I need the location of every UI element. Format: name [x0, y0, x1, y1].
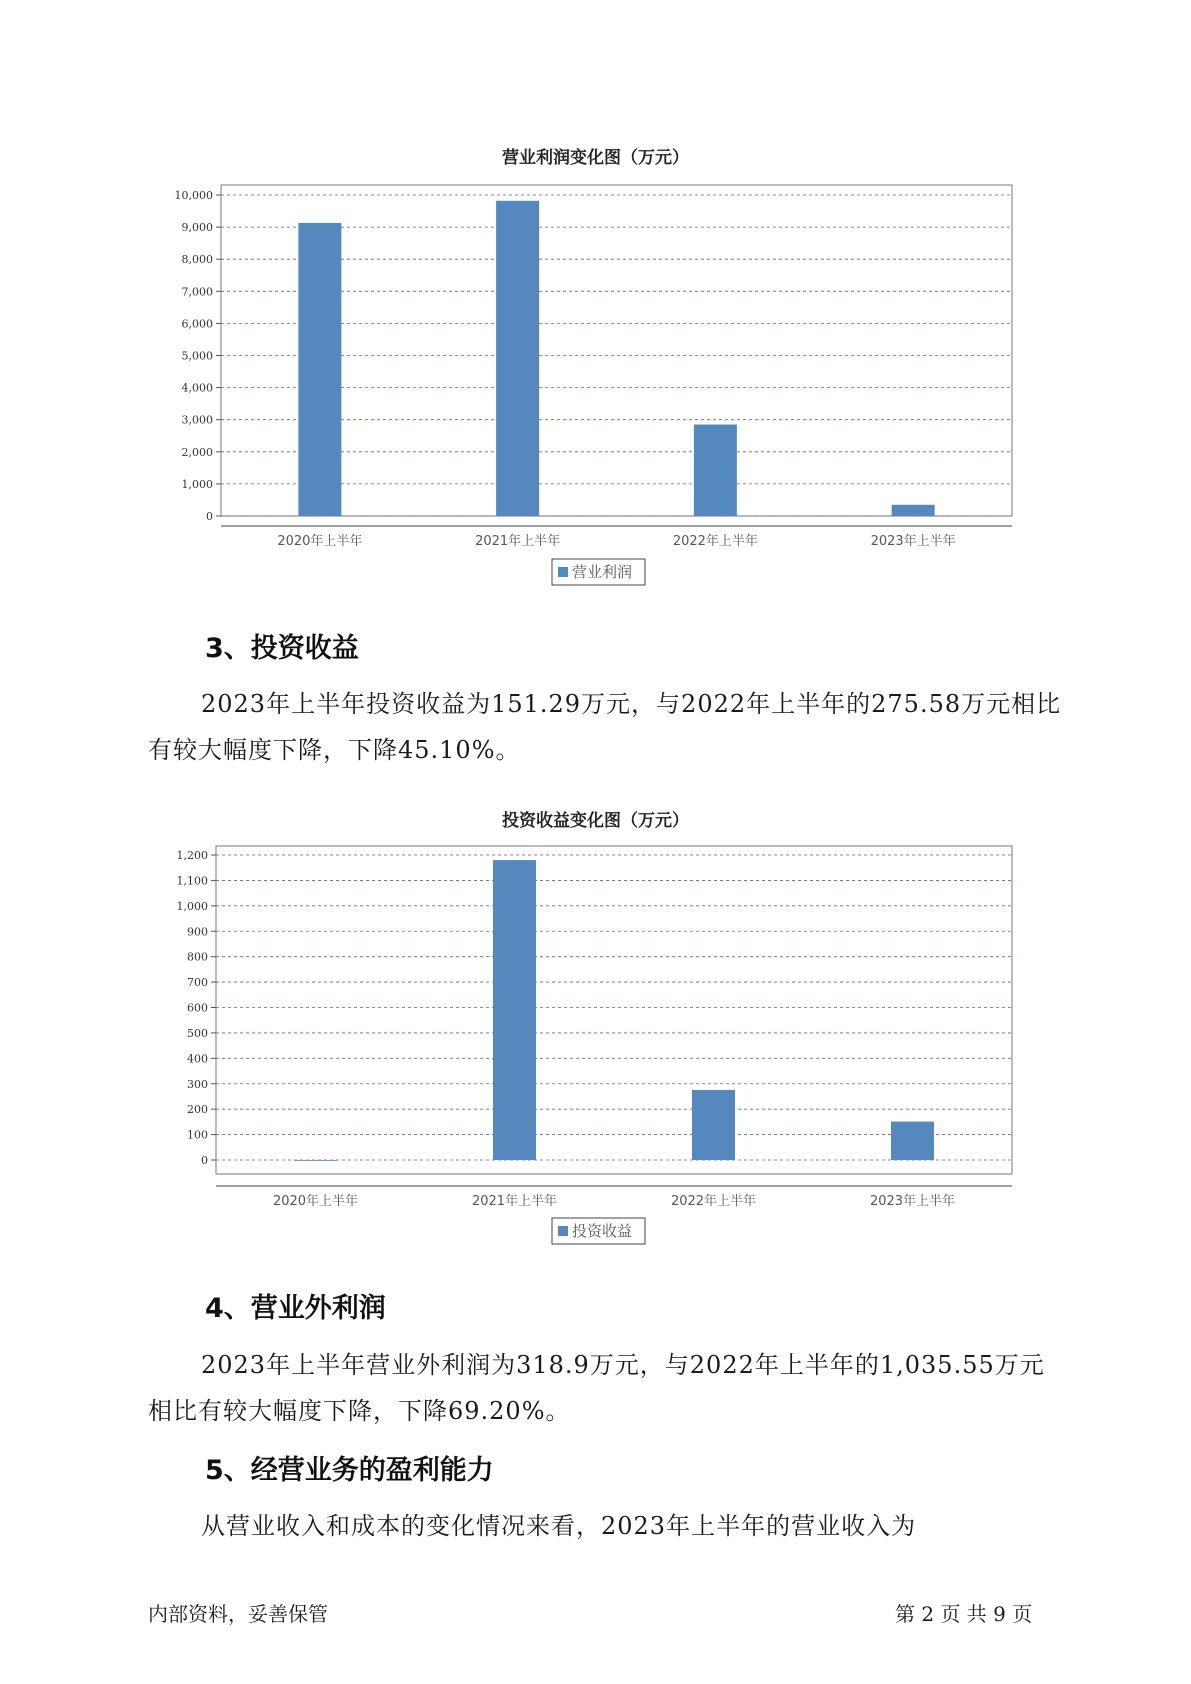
y-tick-label: 100 [187, 1128, 208, 1142]
y-tick-label: 600 [187, 1001, 208, 1015]
x-tick-label: 2023年上半年 [870, 534, 956, 549]
y-tick-label: 3,000 [181, 413, 213, 427]
x-tick-label: 2021年上半年 [471, 1194, 558, 1209]
footer-confidential-note: 内部资料，妥善保管 [148, 1602, 328, 1626]
y-tick-label: 8,000 [181, 253, 213, 267]
bar-2023年上半年 [891, 1122, 934, 1160]
y-tick-label: 10,000 [174, 189, 213, 202]
footer-page-number: 第 2 页 共 9 页 [895, 1602, 1033, 1626]
y-tick-label: 6,000 [181, 317, 213, 331]
y-tick-label: 200 [187, 1103, 208, 1117]
section-4-heading: 4、营业外利润 [205, 1293, 386, 1324]
x-tick-label: 2021年上半年 [475, 534, 561, 549]
y-tick-label: 0 [201, 1154, 208, 1167]
y-tick-label: 300 [187, 1077, 208, 1091]
y-tick-label: 800 [187, 950, 208, 964]
bar-2020年上半年 [294, 1160, 337, 1161]
y-tick-label: 2,000 [181, 445, 213, 459]
x-tick-label: 2022年上半年 [672, 534, 758, 549]
x-tick-label: 2022年上半年 [670, 1194, 757, 1209]
y-tick-label: 1,000 [176, 899, 208, 913]
bar-2022年上半年 [692, 1090, 735, 1160]
section-4-paragraph: 2023年上半年营业外利润为318.9万元，与2022年上半年的1,035.55万元相比有较大幅度下降，下降69.20%。 [148, 1351, 1045, 1425]
x-tick-label: 2020年上半年 [272, 1194, 359, 1209]
y-tick-label: 0 [206, 510, 213, 523]
y-tick-label: 500 [187, 1026, 208, 1040]
y-tick-label: 9,000 [181, 221, 213, 235]
x-tick-label: 2023年上半年 [869, 1194, 956, 1209]
y-tick-label: 400 [187, 1052, 208, 1066]
y-tick-label: 900 [187, 925, 208, 939]
y-tick-label: 7,000 [181, 285, 213, 299]
legend-swatch [558, 1226, 568, 1236]
chart1-title: 营业利润变化图（万元） [502, 148, 689, 168]
section-5-heading: 5、经营业务的盈利能力 [205, 1455, 494, 1486]
y-tick-label: 1,200 [176, 849, 208, 862]
y-tick-label: 5,000 [181, 349, 213, 363]
y-tick-label: 4,000 [181, 381, 213, 395]
bar-2021年上半年 [493, 860, 536, 1160]
y-tick-label: 1,100 [176, 874, 208, 888]
section-3-paragraph: 2023年上半年投资收益为151.29万元，与2022年上半年的275.58万元相比有较大幅度下降，下降45.10%。 [148, 690, 1062, 764]
chart2-title: 投资收益变化图（万元） [502, 811, 689, 831]
section-5-paragraph: 从营业收入和成本的变化情况来看，2023年上半年的营业收入为 [201, 1512, 917, 1540]
legend-label: 投资收益 [572, 1222, 633, 1240]
legend-label: 营业利润 [572, 563, 633, 581]
legend [552, 1218, 645, 1244]
y-tick-label: 700 [187, 976, 208, 990]
section-3-heading: 3、投资收益 [205, 633, 359, 664]
x-tick-label: 2020年上半年 [277, 534, 363, 549]
y-tick-label: 1,000 [181, 477, 213, 491]
